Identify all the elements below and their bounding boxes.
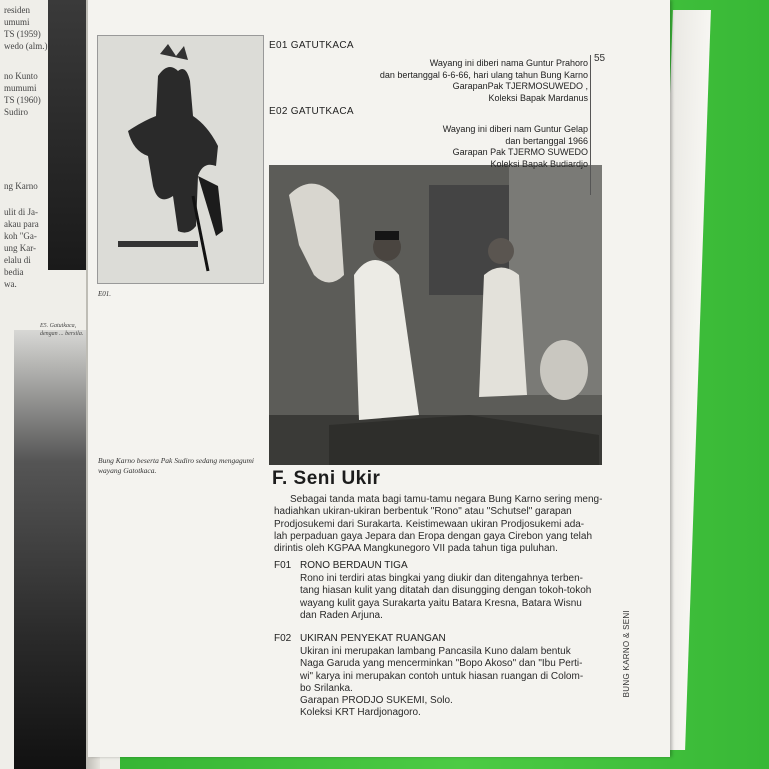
wayang-photo [97,35,264,284]
left-fragment: ulit di Ja- [4,207,38,217]
left-fragment: bedia [4,267,24,277]
intro-line: dirintis oleh KGPAA Mangkunegoro VII pada tahun tiga puluhan. [274,543,558,555]
item-line: bo Srilanka. [300,682,353,694]
photo-caption-side: E5. Gatutkaca, dengan ... bersila. [40,323,84,337]
left-fragment: ung Kar- [4,243,37,253]
item-line: tang hiasan kulit yang ditatah dan disungging dengan tokoh-tokoh [300,585,592,597]
left-fragment: umumi [4,17,30,27]
wayang-puppet-image [98,36,263,283]
entry-line: GarapanPak TJERMOSUWEDO , [452,81,588,91]
entry-e01-text [290,58,588,104]
item-line: Garapan PRODJO SUKEMI, Solo. [300,695,453,707]
left-fragment: TS (1959) [4,29,41,39]
intro-line: lah perpaduan gaya Jepara dan Eropa dengan gaya Cirebon yang telah [274,530,593,542]
main-photo-caption: Bung Karno beserta Pak Sudiro sedang mengagumi wayang Gatotkaca. [98,456,254,475]
entry-e02-text [290,124,588,170]
section-title: F. Seni Ukir [272,468,381,489]
photo-caption-e01: E01. [98,290,112,298]
item-f02-text [300,646,583,720]
left-page-photo-bottom [14,330,94,769]
entry-line: Koleksi Bapak Budiardjo [490,158,588,169]
left-fragment: no Kunto [4,71,38,81]
main-photo [269,165,602,465]
left-fragment: elalu di [4,255,31,265]
margin-rule [590,55,591,195]
item-f02-title: UKIRAN PENYEKAT RUANGAN [300,633,446,644]
item-line: dan Raden Arjuna. [300,609,383,621]
item-f01-title: RONO BERDAUN TIGA [300,560,408,571]
entry-line: Garapan Pak TJERMO SUWEDO [452,147,588,157]
item-f01-text [300,573,591,622]
entry-line: Wayang ini diberi nama Guntur Prahoro [429,58,588,68]
left-fragment: koh "Ga- [4,231,37,241]
left-fragment: wa. [4,279,17,289]
item-line: Naga Garuda yang mencerminkan "Bopo Akoso" dan "Ibu Perti- [300,658,583,670]
entry-line: dan bertanggal 6-6-66, hari ulang tahun Bung Karno [379,69,588,80]
entry-line: Wayang ini diberi nam Guntur Gelap [442,124,588,134]
item-line: Rono ini terdiri atas bingkai yang diukir dan ditengahnya terben- [300,573,583,584]
entry-line: Koleksi Bapak Mardanus [488,92,588,103]
entry-line: dan bertanggal 1966 [505,135,588,146]
entry-e01-code: E01 GATUTKACA [269,40,354,51]
main-photo-image [269,165,602,465]
running-side-label: BUNG KARNO & SENI [622,610,631,698]
entry-e02-code: E02 GATUTKACA [269,106,354,117]
left-fragment: akau para [4,219,39,229]
left-fragment: wedo (alm.) [4,41,48,51]
intro-line: Sebagai tanda mata bagi tamu-tamu negara Bung Karno sering meng- [290,494,603,505]
left-fragment: residen [4,5,30,15]
item-line: Koleksi KRT Hardjonagoro. [300,707,421,719]
item-f02-code: F02 [274,633,292,644]
left-fragment: mumumi [4,83,37,93]
intro-line: Prodjosukemi dari Surakarta. Keistimewaan ukiran Prodjosukemi ada- [274,518,585,530]
page-number: 55 [594,53,606,64]
left-fragment: TS (1960) [4,95,41,105]
section-intro [274,494,602,555]
left-fragment: ng Karno [4,181,38,191]
intro-line: hadiahkan ukiran-ukiran berbentuk "Rono" atau "Schutsel" garapan [274,506,572,518]
left-fragment: Sudiro [4,107,29,117]
item-f01-code: F01 [274,560,292,571]
item-line: wayang kulit gaya Surakarta yaitu Batara Kresna, Batara Wisnu [300,597,582,609]
item-line: wi" karya ini merupakan contoh untuk hiasan ruangan di Colom- [300,670,584,682]
item-line: Ukiran ini merupakan lambang Pancasila Kuno dalam bentuk [300,646,571,657]
